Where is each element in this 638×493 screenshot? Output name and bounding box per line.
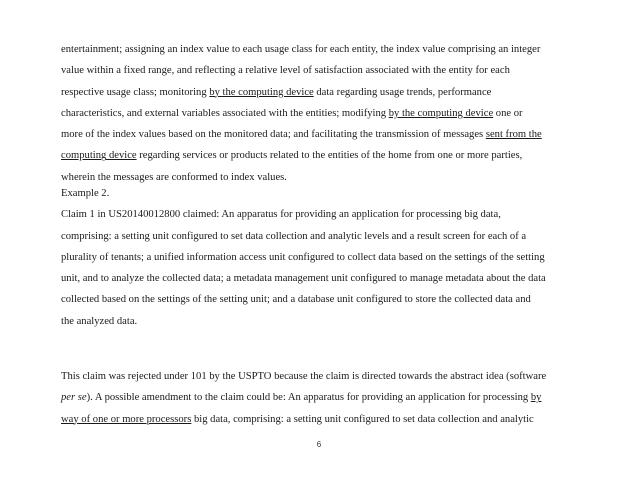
underlined-amendment: by the computing device	[388, 107, 494, 119]
italic-term: per se	[61, 392, 87, 404]
text-span: This claim was rejected under 101 by the USPTO because the claim is directed towards the abstract idea (software	[61, 371, 547, 382]
text-line	[61, 60, 581, 81]
underlined-amendment: by the computing device	[209, 86, 314, 98]
page-number: 6	[316, 440, 322, 449]
text-line	[61, 409, 581, 430]
text-span: the analyzed data.	[61, 315, 138, 327]
underlined-amendment: way of one or more processors	[61, 413, 192, 425]
text-line	[61, 289, 581, 310]
text-span: one or	[493, 107, 523, 119]
text-line	[61, 103, 581, 124]
text-span: respective usage class; monitoring	[61, 86, 210, 98]
text-line	[61, 82, 581, 103]
text-span: entertainment; assigning an index value to each usage class for each entity, the index value comprising an integer	[61, 44, 541, 55]
text-span: collected based on the settings of the setting unit; and a database unit configured to store the collected data and	[61, 294, 531, 306]
underlined-amendment: by	[530, 392, 542, 404]
text-span: comprising: a setting unit configured to set data collection and analytic levels and a result screen for each of a	[61, 230, 527, 242]
text-span: unit, and to analyze the collected data; a metadata management unit configured to manage metadata about the data	[61, 273, 546, 285]
text-line	[61, 145, 581, 166]
example-heading	[61, 183, 581, 204]
example-paragraph	[61, 183, 581, 332]
underlined-amendment: sent from the	[485, 129, 542, 141]
text-span: ). A possible amendment to the claim could be: An apparatus for providing an application for processing	[86, 392, 531, 404]
text-line	[61, 247, 581, 268]
text-span: Example 2.	[61, 188, 110, 199]
text-span: plurality of tenants; a unified information access unit configured to collect data based on the settings of the setting	[61, 251, 545, 263]
text-line	[61, 366, 581, 387]
text-span: Claim 1 in US20140012800 claimed: An apparatus for providing an application for processing big data,	[61, 209, 501, 221]
text-span: big data, comprising: a setting unit configured to set data collection and analytic	[191, 413, 534, 425]
claim-text-paragraph	[61, 39, 581, 188]
rejection-paragraph	[61, 366, 581, 430]
text-span: value within a fixed range, and reflecting a relative level of satisfaction associated with the entity for each	[61, 65, 510, 77]
text-line	[61, 124, 581, 145]
text-line	[61, 204, 581, 225]
text-span: data regarding usage trends, performance	[313, 86, 492, 98]
text-span: more of the index values based on the monitored data; and facilitating the transmission of messages	[61, 129, 486, 141]
text-line	[61, 387, 581, 408]
text-span: regarding services or products related to the entities of the home from one or more parties,	[136, 150, 523, 162]
text-line	[61, 311, 581, 332]
text-line	[61, 226, 581, 247]
underlined-amendment: computing device	[61, 150, 137, 162]
text-line	[61, 39, 581, 60]
text-span: wherein the messages are conformed to index values.	[61, 171, 287, 183]
text-line	[61, 268, 581, 289]
text-span: characteristics, and external variables associated with the entities; modifying	[61, 107, 389, 119]
